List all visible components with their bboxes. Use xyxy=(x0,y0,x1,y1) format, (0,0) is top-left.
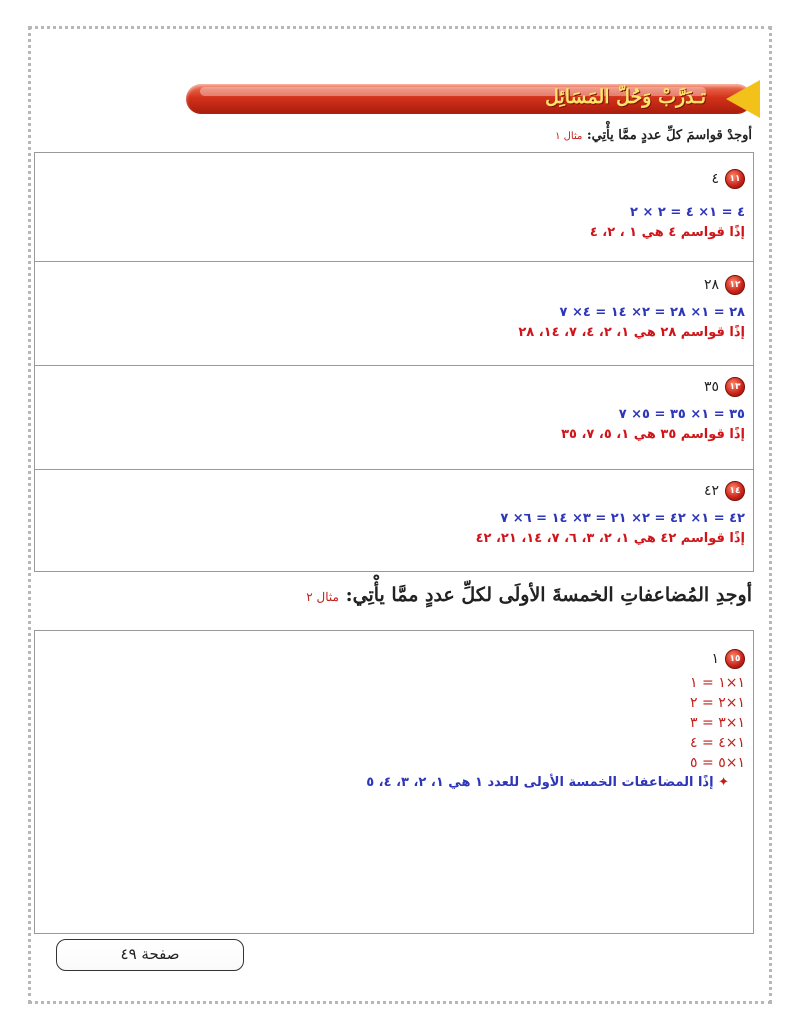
factor-equation: ٤٢ = ١× ٤٢ = ٢× ٢١ = ٣× ١٤ = ٦× ٧ xyxy=(500,511,745,526)
multiple-line: ١×٢ = ٢ xyxy=(690,695,745,711)
divisors-answer: إذًا قواسم ٤ هي ١ ، ٢، ٤ xyxy=(589,225,745,240)
divisors-answer: إذًا قواسم ٢٨ هي ١، ٢، ٤، ٧، ١٤، ٢٨ xyxy=(518,325,745,340)
problem-14 xyxy=(476,479,745,549)
problem-12 xyxy=(518,273,745,343)
problem-badge: ١١ xyxy=(725,169,745,189)
multiple-line: ١×٤ = ٤ xyxy=(690,735,745,751)
section-banner xyxy=(186,84,752,114)
star-icon: ✦ xyxy=(718,775,729,790)
instruction-divisors xyxy=(555,128,752,143)
instruction-text: أوجدْ قواسمَ كلِّ عددٍ ممَّا يأْتِي: xyxy=(586,128,752,143)
factor-equation: ٤ = ١× ٤ = ٢ × ٢ xyxy=(630,205,745,220)
problem-11 xyxy=(590,167,745,243)
multiples-answer xyxy=(366,773,729,793)
problem-13 xyxy=(561,375,745,445)
example-ref: مثال ١ xyxy=(555,131,583,142)
problem-number: ١ xyxy=(711,651,719,667)
problem-number: ٣٥ xyxy=(703,379,719,395)
page-number-tab xyxy=(56,939,244,971)
multiples-answer-box xyxy=(34,630,754,934)
problem-badge: ١٤ xyxy=(725,481,745,501)
divisors-answer: إذًا قواسم ٣٥ هي ١، ٥، ٧، ٣٥ xyxy=(561,427,745,442)
multiple-line: ١×٥ = ٥ xyxy=(690,755,745,771)
instruction-text: أوجدِ المُضاعفاتِ الخمسةَ الأولَى لكلِّ عددٍ ممَّا يأْتِي: xyxy=(345,584,752,606)
problem-badge: ١٢ xyxy=(725,275,745,295)
divider xyxy=(35,469,753,470)
problem-number: ٤٢ xyxy=(703,483,719,499)
problem-number: ٢٨ xyxy=(703,277,719,293)
banner-arrow-icon xyxy=(726,80,760,118)
multiple-line: ١×١ = ١ xyxy=(690,675,745,691)
example-ref: مثال ٢ xyxy=(306,590,339,604)
multiples-answer-text: إذًا المضاعفات الخمسة الأولى للعدد ١ هي ١، ٢، ٣، ٤، ٥ xyxy=(366,775,714,790)
multiple-line: ١×٣ = ٣ xyxy=(690,715,745,731)
divisors-answer: إذًا قواسم ٤٢ هي ١، ٢، ٣، ٦، ٧، ١٤، ٢١، ٤٢ xyxy=(475,531,745,546)
instruction-multiples xyxy=(306,584,752,606)
divisors-answer-box xyxy=(34,152,754,572)
divider xyxy=(35,261,753,262)
problem-badge: ١٥ xyxy=(725,649,745,669)
factor-equation: ٣٥ = ١× ٣٥ = ٥× ٧ xyxy=(618,407,745,422)
problem-badge: ١٣ xyxy=(725,377,745,397)
problem-number: ٤ xyxy=(711,171,719,187)
page-number: صفحة ٤٩ xyxy=(120,945,180,963)
divider xyxy=(35,365,753,366)
banner-title: تـدَرَّبْ وَحُلّ المَسَائِل xyxy=(545,86,706,108)
factor-equation: ٢٨ = ١× ٢٨ = ٢× ١٤ = ٤× ٧ xyxy=(559,305,745,320)
problem-15 xyxy=(366,647,745,793)
